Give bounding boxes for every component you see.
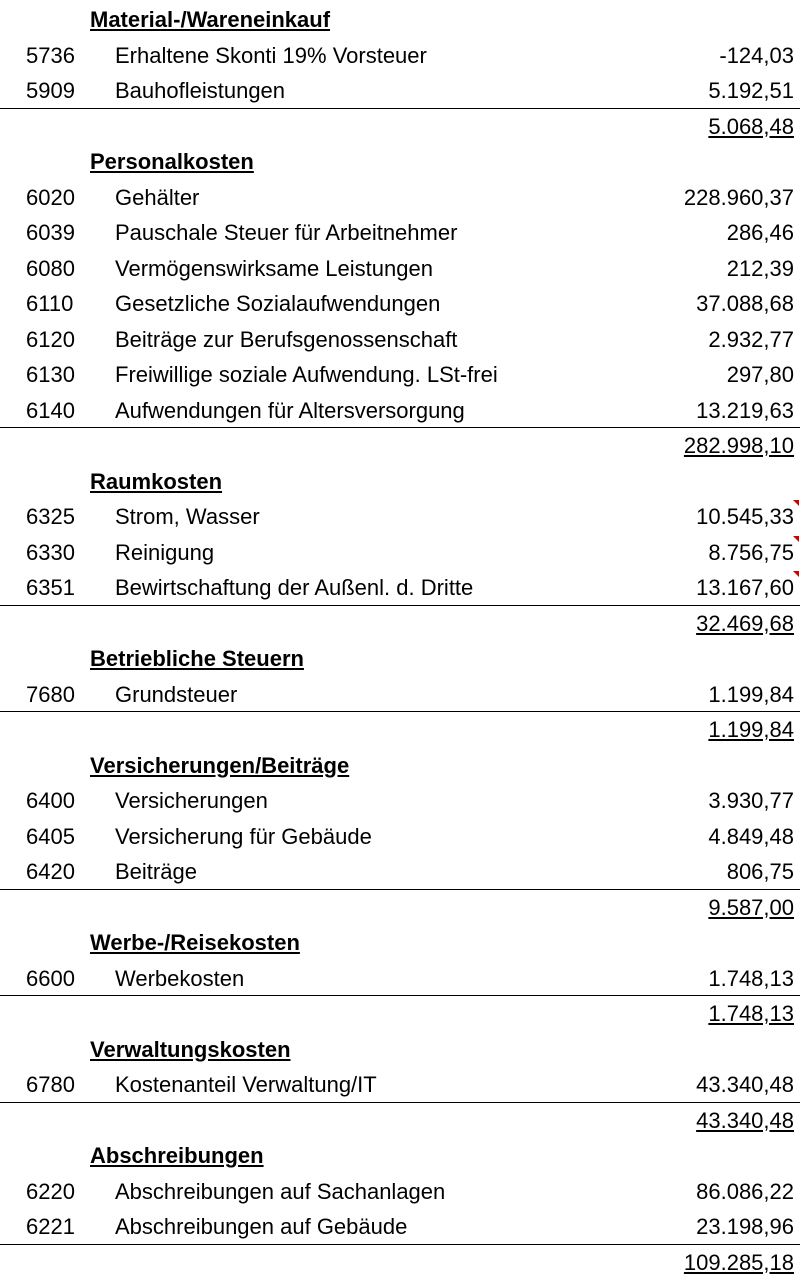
section-total: 282.998,10 (683, 433, 794, 458)
section-header-row (0, 748, 800, 783)
amount-cell: 3.930,77 (708, 788, 794, 813)
account-number: 6600 (26, 965, 75, 991)
amount-cell: 23.198,96 (696, 1214, 794, 1239)
amount-cell: 10.545,33 (696, 504, 794, 529)
section-total: 43.340,48 (696, 1107, 794, 1133)
account-label: Freiwillige soziale Aufwendung. LSt-frei (115, 362, 498, 387)
account-label: Aufwendungen für Altersversorgung (115, 397, 465, 423)
account-label: Beiträge zur Berufsgenossenschaft (115, 326, 458, 352)
section-total-row (0, 712, 800, 747)
account-number: 5736 (26, 42, 75, 68)
account-label: Vermögenswirksame Leistungen (115, 255, 433, 281)
account-label: Grundsteuer (115, 681, 238, 707)
section-title: Betriebliche Steuern (90, 646, 304, 671)
section-total: 32.469,68 (696, 610, 794, 636)
account-number: 6405 (26, 823, 75, 849)
account-number: 6221 (26, 1214, 75, 1239)
comment-indicator-icon[interactable] (793, 536, 799, 542)
account-number: 6140 (26, 397, 75, 423)
account-number: 6400 (26, 788, 75, 813)
section-total-row (0, 428, 800, 463)
amount-cell: 212,39 (726, 255, 794, 281)
amount-cell: 1.199,84 (708, 681, 794, 707)
account-number: 6420 (26, 859, 75, 884)
section-total-row (0, 890, 800, 925)
table-row[interactable] (0, 393, 800, 428)
section-total: 5.068,48 (708, 113, 794, 139)
table-row[interactable] (0, 1209, 800, 1244)
amount-cell: -124,03 (719, 42, 794, 68)
table-row[interactable] (0, 677, 800, 712)
table-row[interactable] (0, 570, 800, 605)
section-total: 1.748,13 (708, 1001, 794, 1026)
section-header-row (0, 144, 800, 179)
table-row[interactable] (0, 535, 800, 570)
section-header-row (0, 1138, 800, 1173)
amount-cell: 86.086,22 (696, 1178, 794, 1204)
table-row[interactable] (0, 961, 800, 996)
section-title: Verwaltungskosten (90, 1036, 291, 1062)
account-number: 6330 (26, 539, 75, 565)
account-number: 6020 (26, 184, 75, 210)
account-label: Werbekosten (115, 965, 245, 991)
account-label: Versicherung für Gebäude (115, 823, 372, 849)
account-label: Beiträge (115, 859, 197, 884)
section-total-row (0, 1103, 800, 1138)
section-title: Abschreibungen (90, 1143, 264, 1168)
account-label: Reinigung (115, 539, 215, 565)
account-label: Versicherungen (115, 788, 268, 813)
section-header-row (0, 464, 800, 499)
table-row[interactable] (0, 38, 800, 73)
account-number: 6220 (26, 1178, 75, 1204)
account-label: Strom, Wasser (115, 504, 260, 529)
amount-cell: 13.167,60 (696, 575, 794, 600)
table-row[interactable] (0, 499, 800, 534)
amount-cell: 13.219,63 (696, 397, 794, 423)
account-number: 6780 (26, 1072, 75, 1097)
account-number: 6039 (26, 220, 75, 245)
table-row[interactable] (0, 73, 800, 108)
section-header-row (0, 1032, 800, 1067)
account-number: 6080 (26, 255, 75, 281)
section-total: 9.587,00 (708, 894, 794, 920)
table-row[interactable] (0, 180, 800, 215)
section-title: Versicherungen/Beiträge (90, 752, 350, 778)
amount-cell: 806,75 (726, 859, 794, 884)
comment-indicator-icon[interactable] (793, 500, 799, 506)
amount-cell: 43.340,48 (696, 1072, 794, 1097)
section-title: Personalkosten (90, 149, 254, 174)
table-row[interactable] (0, 819, 800, 854)
account-label: Abschreibungen auf Sachanlagen (115, 1178, 446, 1204)
section-total-row (0, 606, 800, 641)
amount-cell: 2.932,77 (708, 326, 794, 352)
comment-indicator-icon[interactable] (793, 571, 799, 577)
table-row[interactable] (0, 357, 800, 392)
section-header-row (0, 925, 800, 960)
amount-cell: 228.960,37 (683, 184, 794, 210)
section-total-row (0, 1245, 800, 1280)
amount-cell: 286,46 (726, 220, 794, 245)
account-label: Gesetzliche Sozialaufwendungen (115, 291, 441, 316)
table-row[interactable] (0, 322, 800, 357)
section-title: Material-/Wareneinkauf (90, 7, 331, 32)
account-label: Gehälter (115, 184, 200, 210)
table-row[interactable] (0, 854, 800, 889)
account-label: Abschreibungen auf Gebäude (115, 1214, 408, 1239)
account-label: Pauschale Steuer für Arbeitnehmer (115, 220, 458, 245)
account-number: 6351 (26, 575, 75, 600)
table-row[interactable] (0, 1174, 800, 1209)
amount-cell: 297,80 (726, 362, 794, 387)
table-row[interactable] (0, 783, 800, 818)
section-total: 1.199,84 (708, 717, 794, 742)
table-row[interactable] (0, 1067, 800, 1102)
amount-cell: 5.192,51 (708, 78, 794, 103)
account-number: 6110 (26, 291, 74, 316)
account-number: 5909 (26, 78, 75, 103)
account-number: 7680 (26, 681, 75, 707)
amount-cell: 1.748,13 (708, 965, 794, 991)
section-total-row (0, 109, 800, 144)
account-label: Erhaltene Skonti 19% Vorsteuer (115, 42, 427, 68)
account-number: 6130 (26, 362, 75, 387)
account-label: Bewirtschaftung der Außenl. d. Dritte (115, 575, 474, 600)
table-row[interactable] (0, 215, 800, 250)
account-label: Bauhofleistungen (115, 78, 286, 103)
account-label: Kostenanteil Verwaltung/IT (115, 1072, 377, 1097)
section-total-row (0, 996, 800, 1031)
section-title: Raumkosten (90, 468, 223, 494)
amount-cell: 8.756,75 (708, 539, 794, 565)
table-row[interactable] (0, 286, 800, 321)
table-row[interactable] (0, 251, 800, 286)
amount-cell: 4.849,48 (708, 823, 794, 849)
section-header-row (0, 2, 800, 37)
section-total: 109.285,18 (683, 1249, 794, 1275)
account-number: 6325 (26, 504, 75, 529)
section-header-row (0, 641, 800, 676)
account-number: 6120 (26, 326, 75, 352)
section-title: Werbe-/Reisekosten (90, 930, 300, 955)
amount-cell: 37.088,68 (696, 291, 794, 316)
